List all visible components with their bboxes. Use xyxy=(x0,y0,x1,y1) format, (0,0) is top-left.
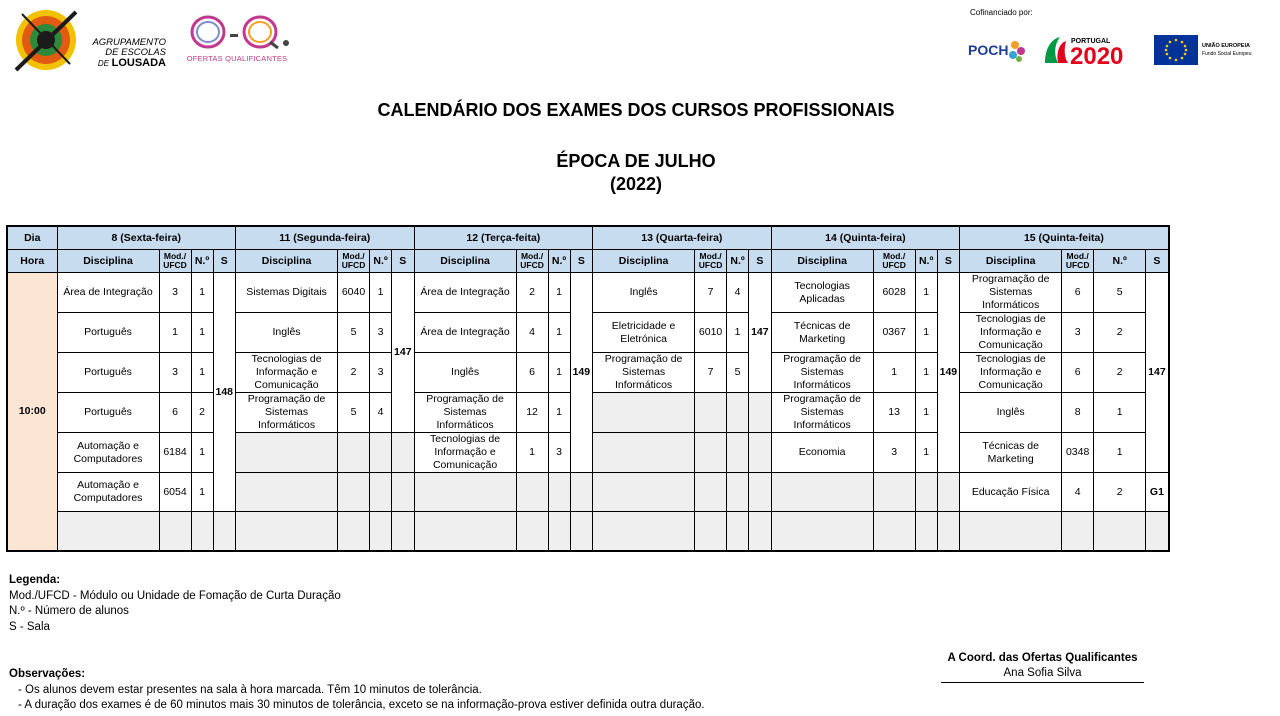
n-alunos-cell: 1 xyxy=(727,313,749,353)
n-alunos-cell: 2 xyxy=(1094,353,1146,393)
sala-cell xyxy=(392,512,415,552)
disciplina-header: Disciplina xyxy=(57,250,159,273)
mod-ufcd-cell xyxy=(873,473,915,512)
mod-ufcd-cell xyxy=(516,512,548,552)
mod-ufcd-cell xyxy=(338,512,370,552)
page-title: CALENDÁRIO DOS EXAMES DOS CURSOS PROFISSIONAIS xyxy=(377,100,895,120)
mod-ufcd-cell: 6040 xyxy=(338,273,370,313)
n-alunos-header: N.º xyxy=(370,250,392,273)
n-alunos-cell xyxy=(370,433,392,473)
disciplina-cell: Programação de Sistemas Informáticos xyxy=(414,393,516,433)
disciplina-cell xyxy=(236,512,338,552)
mod-ufcd-cell xyxy=(338,433,370,473)
legend-item: N.º - Número de alunos xyxy=(9,605,129,617)
n-alunos-cell: 2 xyxy=(1094,473,1146,512)
n-alunos-cell: 5 xyxy=(727,353,749,393)
observation-item: - Os alunos devem estar presentes na sala à hora marcada. Têm 10 minutos de tolerância. xyxy=(18,683,482,696)
mod-ufcd-cell: 6010 xyxy=(695,313,727,353)
disciplina-cell: Área de Integração xyxy=(57,273,159,313)
sala-cell xyxy=(570,512,593,552)
n-alunos-cell: 1 xyxy=(191,473,213,512)
disciplina-header: Disciplina xyxy=(414,250,516,273)
n-alunos-header: N.º xyxy=(548,250,570,273)
page-header xyxy=(0,0,1280,90)
disciplina-cell: Técnicas de Marketing xyxy=(960,433,1062,473)
mod-ufcd-cell: 3 xyxy=(873,433,915,473)
mod-ufcd-cell: 6 xyxy=(1062,273,1094,313)
poch-text: POCH xyxy=(968,42,1009,58)
n-alunos-cell xyxy=(370,512,392,552)
sala-cell: 147 xyxy=(749,273,772,393)
n-alunos-header: N.º xyxy=(191,250,213,273)
mod-ufcd-cell: 1 xyxy=(159,313,191,353)
disciplina-cell: Programação de Sistemas Informáticos xyxy=(960,273,1062,313)
portugal-2020-logo xyxy=(1042,33,1140,67)
sala-cell: G1 xyxy=(1146,473,1169,512)
disciplina-cell xyxy=(771,473,873,512)
epoca-label: ÉPOCA DE JULHO xyxy=(556,151,716,171)
n-alunos-cell: 1 xyxy=(548,273,570,313)
disciplina-cell: Português xyxy=(57,353,159,393)
mod-ufcd-header: Mod./ UFCD xyxy=(516,250,548,273)
disciplina-cell xyxy=(414,473,516,512)
legend xyxy=(9,573,341,635)
table-row xyxy=(7,473,1169,512)
sala-header: S xyxy=(937,250,960,273)
mod-ufcd-header: Mod./ UFCD xyxy=(873,250,915,273)
2020-text: 2020 xyxy=(1070,43,1124,67)
n-alunos-cell: 1 xyxy=(548,313,570,353)
sala-cell xyxy=(937,473,960,512)
disciplina-cell: Tecnologias de Informação e Comunicação xyxy=(414,433,516,473)
disciplina-cell: Automação e Computadores xyxy=(57,433,159,473)
mod-ufcd-cell xyxy=(695,512,727,552)
disciplina-cell: Programação de Sistemas Informáticos xyxy=(771,353,873,393)
n-alunos-cell: 3 xyxy=(370,313,392,353)
disciplina-cell xyxy=(593,512,695,552)
observations-heading: Observações: xyxy=(9,668,86,680)
n-alunos-cell xyxy=(727,512,749,552)
mod-ufcd-cell xyxy=(159,512,191,552)
sala-cell: 149 xyxy=(937,273,960,473)
disciplina-cell xyxy=(57,512,159,552)
oq-logo xyxy=(182,12,294,66)
disciplina-header: Disciplina xyxy=(960,250,1062,273)
signature-title: A Coord. das Ofertas Qualificantes xyxy=(947,652,1138,664)
sala-cell: 148 xyxy=(213,273,236,512)
school-logo xyxy=(6,4,166,76)
sala-cell: 147 xyxy=(1146,273,1169,473)
year-label: (2022) xyxy=(609,174,663,194)
mod-ufcd-cell: 6 xyxy=(516,353,548,393)
sala-cell xyxy=(749,433,772,473)
disciplina-cell: Português xyxy=(57,313,159,353)
eu-logo xyxy=(1154,35,1262,65)
mod-ufcd-cell: 4 xyxy=(1062,473,1094,512)
school-name-line1: AGRUPAMENTO xyxy=(92,37,166,48)
disciplina-cell: Eletricidade e Eletrónica xyxy=(593,313,695,353)
mod-ufcd-header: Mod./ UFCD xyxy=(159,250,191,273)
page-subtitle xyxy=(0,150,1272,196)
n-alunos-cell: 2 xyxy=(191,393,213,433)
mod-ufcd-cell: 2 xyxy=(338,353,370,393)
disciplina-cell xyxy=(414,512,516,552)
sala-header: S xyxy=(213,250,236,273)
mod-ufcd-cell: 6184 xyxy=(159,433,191,473)
sala-cell xyxy=(213,512,236,552)
n-alunos-cell: 2 xyxy=(1094,313,1146,353)
mod-ufcd-header: Mod./ UFCD xyxy=(1062,250,1094,273)
mod-ufcd-cell: 6 xyxy=(1062,353,1094,393)
hora-cell: 10:00 xyxy=(7,273,57,552)
dia-header: Dia xyxy=(7,226,57,250)
oq-emblem-icon xyxy=(182,12,294,54)
sala-cell xyxy=(1146,512,1169,552)
disciplina-cell xyxy=(593,473,695,512)
sala-cell xyxy=(749,512,772,552)
n-alunos-cell xyxy=(191,512,213,552)
mod-ufcd-cell: 1 xyxy=(516,433,548,473)
poch-logo xyxy=(967,36,1027,64)
mod-ufcd-cell: 6 xyxy=(159,393,191,433)
n-alunos-header: N.º xyxy=(915,250,937,273)
n-alunos-cell: 1 xyxy=(370,273,392,313)
n-alunos-cell: 4 xyxy=(727,273,749,313)
sala-cell xyxy=(392,473,415,512)
n-alunos-cell: 1 xyxy=(915,433,937,473)
n-alunos-cell xyxy=(915,473,937,512)
n-alunos-cell: 3 xyxy=(370,353,392,393)
n-alunos-cell xyxy=(548,473,570,512)
school-name-prefix: DE xyxy=(97,59,109,68)
mod-ufcd-cell xyxy=(695,433,727,473)
disciplina-cell: Programação de Sistemas Informáticos xyxy=(771,393,873,433)
n-alunos-cell xyxy=(915,512,937,552)
legend-heading: Legenda: xyxy=(9,574,61,586)
day-header: 12 (Terça-feita) xyxy=(414,226,593,250)
disciplina-cell: Automação e Computadores xyxy=(57,473,159,512)
n-alunos-cell: 5 xyxy=(1094,273,1146,313)
day-header: 11 (Segunda-feira) xyxy=(236,226,415,250)
disciplina-cell xyxy=(771,512,873,552)
school-name xyxy=(84,38,166,69)
sala-cell xyxy=(570,473,593,512)
mod-ufcd-cell: 0367 xyxy=(873,313,915,353)
mod-ufcd-cell xyxy=(695,393,727,433)
n-alunos-cell: 1 xyxy=(191,353,213,393)
table-header-row-columns xyxy=(7,250,1169,273)
eu-text-line1: UNIÃO EUROPEIA xyxy=(1202,43,1250,49)
sala-cell: 149 xyxy=(570,273,593,473)
mod-ufcd-cell: 4 xyxy=(516,313,548,353)
disciplina-cell: Inglês xyxy=(414,353,516,393)
mod-ufcd-header: Mod./ UFCD xyxy=(695,250,727,273)
disciplina-cell: Sistemas Digitais xyxy=(236,273,338,313)
mod-ufcd-cell: 6054 xyxy=(159,473,191,512)
disciplina-cell: Inglês xyxy=(593,273,695,313)
n-alunos-cell xyxy=(727,473,749,512)
day-header: 13 (Quarta-feira) xyxy=(593,226,772,250)
n-alunos-cell: 1 xyxy=(191,273,213,313)
n-alunos-cell: 1 xyxy=(548,393,570,433)
mod-ufcd-cell: 6028 xyxy=(873,273,915,313)
disciplina-cell xyxy=(960,512,1062,552)
sala-header: S xyxy=(749,250,772,273)
school-name-line2: DE ESCOLAS xyxy=(105,47,166,58)
disciplina-cell: Tecnologias de Informação e Comunicação xyxy=(236,353,338,393)
mod-ufcd-cell: 7 xyxy=(695,273,727,313)
portugal-2020-icon xyxy=(1042,33,1140,67)
sala-header: S xyxy=(570,250,593,273)
mod-ufcd-cell: 5 xyxy=(338,393,370,433)
disciplina-cell: Tecnologias de Informação e Comunicação xyxy=(960,313,1062,353)
observations xyxy=(9,667,705,714)
mod-ufcd-cell: 3 xyxy=(1062,313,1094,353)
day-header: 8 (Sexta-feira) xyxy=(57,226,236,250)
mod-ufcd-cell xyxy=(1062,512,1094,552)
n-alunos-cell: 1 xyxy=(548,353,570,393)
mod-ufcd-cell: 12 xyxy=(516,393,548,433)
mod-ufcd-cell: 2 xyxy=(516,273,548,313)
table-header-row-days xyxy=(7,226,1169,250)
n-alunos-cell xyxy=(727,433,749,473)
n-alunos-cell: 1 xyxy=(915,313,937,353)
signature-block xyxy=(941,651,1144,683)
mod-ufcd-header: Mod./ UFCD xyxy=(338,250,370,273)
table-row xyxy=(7,273,1169,313)
disciplina-cell: Inglês xyxy=(960,393,1062,433)
disciplina-cell: Português xyxy=(57,393,159,433)
sala-cell xyxy=(392,433,415,473)
mod-ufcd-cell: 13 xyxy=(873,393,915,433)
disciplina-cell: Área de Integração xyxy=(414,313,516,353)
disciplina-cell xyxy=(236,473,338,512)
disciplina-cell: Tecnologias Aplicadas xyxy=(771,273,873,313)
mod-ufcd-cell: 3 xyxy=(159,353,191,393)
n-alunos-cell xyxy=(1094,512,1146,552)
cofinanciado-label: Cofinanciado por: xyxy=(970,8,1033,17)
sala-cell xyxy=(749,393,772,433)
disciplina-cell xyxy=(236,433,338,473)
eu-flag-icon xyxy=(1154,35,1262,65)
n-alunos-cell: 4 xyxy=(370,393,392,433)
n-alunos-cell xyxy=(370,473,392,512)
disciplina-header: Disciplina xyxy=(236,250,338,273)
sala-cell: 147 xyxy=(392,273,415,433)
n-alunos-cell xyxy=(548,512,570,552)
n-alunos-cell: 3 xyxy=(548,433,570,473)
exam-calendar-table xyxy=(6,225,1170,552)
sala-header: S xyxy=(1146,250,1169,273)
disciplina-cell: Programação de Sistemas Informáticos xyxy=(593,353,695,393)
hora-header: Hora xyxy=(7,250,57,273)
table-row xyxy=(7,512,1169,552)
disciplina-cell: Inglês xyxy=(236,313,338,353)
observation-item: - A duração dos exames é de 60 minutos mais 30 minutos de tolerância, exceto se na informação-prova estiver definida outra duração. xyxy=(18,699,705,711)
legend-item: S - Sala xyxy=(9,620,50,633)
oq-label: OFERTAS QUALIFICANTES xyxy=(186,54,288,63)
mod-ufcd-cell: 8 xyxy=(1062,393,1094,433)
day-header: 14 (Quinta-feira) xyxy=(771,226,960,250)
mod-ufcd-cell: 5 xyxy=(338,313,370,353)
n-alunos-header: N.º xyxy=(727,250,749,273)
disciplina-header: Disciplina xyxy=(593,250,695,273)
disciplina-cell xyxy=(593,433,695,473)
mod-ufcd-cell xyxy=(873,512,915,552)
n-alunos-cell: 1 xyxy=(915,273,937,313)
sala-header: S xyxy=(392,250,415,273)
disciplina-cell: Área de Integração xyxy=(414,273,516,313)
mod-ufcd-cell xyxy=(516,473,548,512)
disciplina-header: Disciplina xyxy=(771,250,873,273)
n-alunos-cell xyxy=(727,393,749,433)
n-alunos-cell: 1 xyxy=(191,313,213,353)
school-name-line3: LOUSADA xyxy=(111,57,166,69)
poch-icon xyxy=(967,36,1027,64)
legend-item: Mod./UFCD - Módulo ou Unidade de Fomação de Curta Duração xyxy=(9,589,341,602)
mod-ufcd-cell: 1 xyxy=(873,353,915,393)
mod-ufcd-cell: 7 xyxy=(695,353,727,393)
disciplina-cell: Educação Física xyxy=(960,473,1062,512)
mod-ufcd-cell xyxy=(338,473,370,512)
mod-ufcd-cell: 0348 xyxy=(1062,433,1094,473)
disciplina-cell xyxy=(593,393,695,433)
mod-ufcd-cell xyxy=(695,473,727,512)
disciplina-cell: Economia xyxy=(771,433,873,473)
school-emblem-icon xyxy=(6,4,86,76)
sala-cell xyxy=(937,512,960,552)
n-alunos-cell: 1 xyxy=(915,353,937,393)
portugal-text: PORTUGAL xyxy=(1071,38,1111,45)
disciplina-cell: Técnicas de Marketing xyxy=(771,313,873,353)
n-alunos-cell: 1 xyxy=(191,433,213,473)
n-alunos-header: N.º xyxy=(1094,250,1146,273)
n-alunos-cell: 1 xyxy=(1094,393,1146,433)
mod-ufcd-cell: 3 xyxy=(159,273,191,313)
eu-text-line2: Fundo Social Europeu xyxy=(1202,51,1252,57)
disciplina-cell: Tecnologias de Informação e Comunicação xyxy=(960,353,1062,393)
n-alunos-cell: 1 xyxy=(915,393,937,433)
signature-name: Ana Sofia Silva xyxy=(1003,667,1082,679)
n-alunos-cell: 1 xyxy=(1094,433,1146,473)
sala-cell xyxy=(749,473,772,512)
day-header: 15 (Quinta-feita) xyxy=(960,226,1169,250)
disciplina-cell: Programação de Sistemas Informáticos xyxy=(236,393,338,433)
